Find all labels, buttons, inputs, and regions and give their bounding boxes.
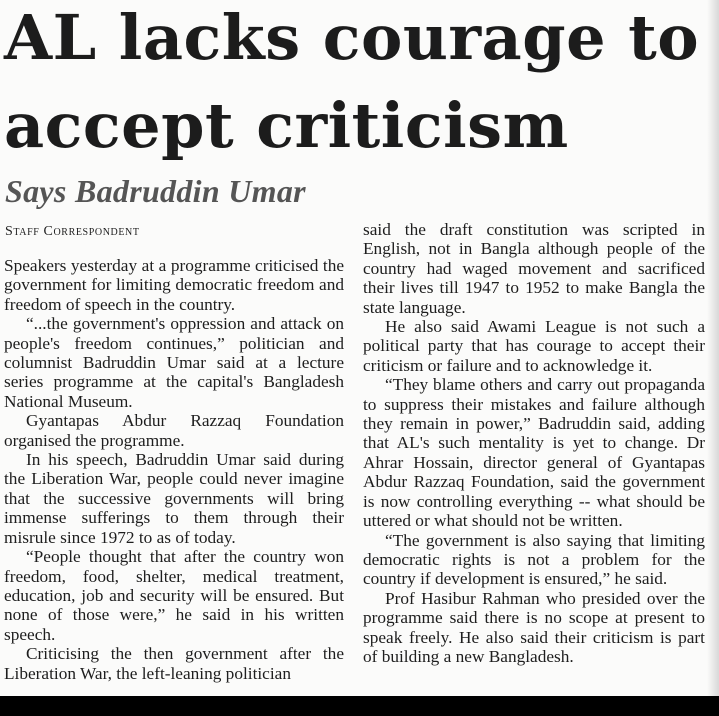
right-column — [363, 220, 705, 666]
right-paragraph-1: said the draft constitution was scripted in English, not in Bangla although people of the country had waged movement and sacrificed their lives till 1947 to 1952 to make Bangla the state language. — [363, 220, 705, 317]
headline-line-2: accept criticism — [4, 89, 569, 162]
page-edge-shadow — [707, 0, 719, 696]
headline — [4, 0, 704, 170]
bottom-black-bar — [0, 696, 719, 716]
left-paragraph-3: Gyantapas Abdur Razzaq Foundation organised the programme. — [4, 411, 344, 450]
left-paragraph-2: “...the government's oppression and attack on people's freedom continues,” politician and columnist Badruddin Umar said at a lecture series programme at the capital's Bangladesh National Museum. — [4, 314, 344, 411]
left-paragraph-4: In his speech, Badruddin Umar said during the Liberation War, people could never imagine that the successive governments will bring immense sufferings to them through their misrule since 1972 to as of today. — [4, 450, 344, 547]
byline: Staff Correspondent — [5, 224, 140, 239]
right-paragraph-3: “They blame others and carry out propaganda to suppress their mistakes and failure although they remain in power,” Badruddin said, adding that AL's such mentality is yet to change. Dr Ahrar Hossain, director general of Gyantapas Abdur Razzaq Foundation, said the government is now controlling everything -- what should be uttered or what should not be written. — [363, 375, 705, 531]
right-paragraph-5: Prof Hasibur Rahman who presided over the programme said there is no scope at present to speak freely. He also said their criticism is part of building a new Bangladesh. — [363, 588, 705, 666]
left-paragraph-1: Speakers yesterday at a programme criticised the government for limiting democratic freedom and freedom of speech in the country. — [4, 256, 344, 314]
left-column — [4, 256, 344, 683]
subheadline: Says Badruddin Umar — [5, 173, 306, 209]
headline-line-1: AL lacks courage to — [4, 1, 700, 74]
right-paragraph-2: He also said Awami League is not such a political party that has courage to accept their criticism or failure and to acknowledge it. — [363, 317, 705, 375]
left-paragraph-6: Criticising the then government after the Liberation War, the left-leaning politician — [4, 644, 344, 683]
left-paragraph-5: “People thought that after the country won freedom, food, shelter, medical treatment, education, job and security will be ensured. But none of those were,” he said in his written speech. — [4, 547, 344, 644]
right-paragraph-4: “The government is also saying that limiting democratic rights is not a problem for the country if development is ensured,” he said. — [363, 530, 705, 589]
